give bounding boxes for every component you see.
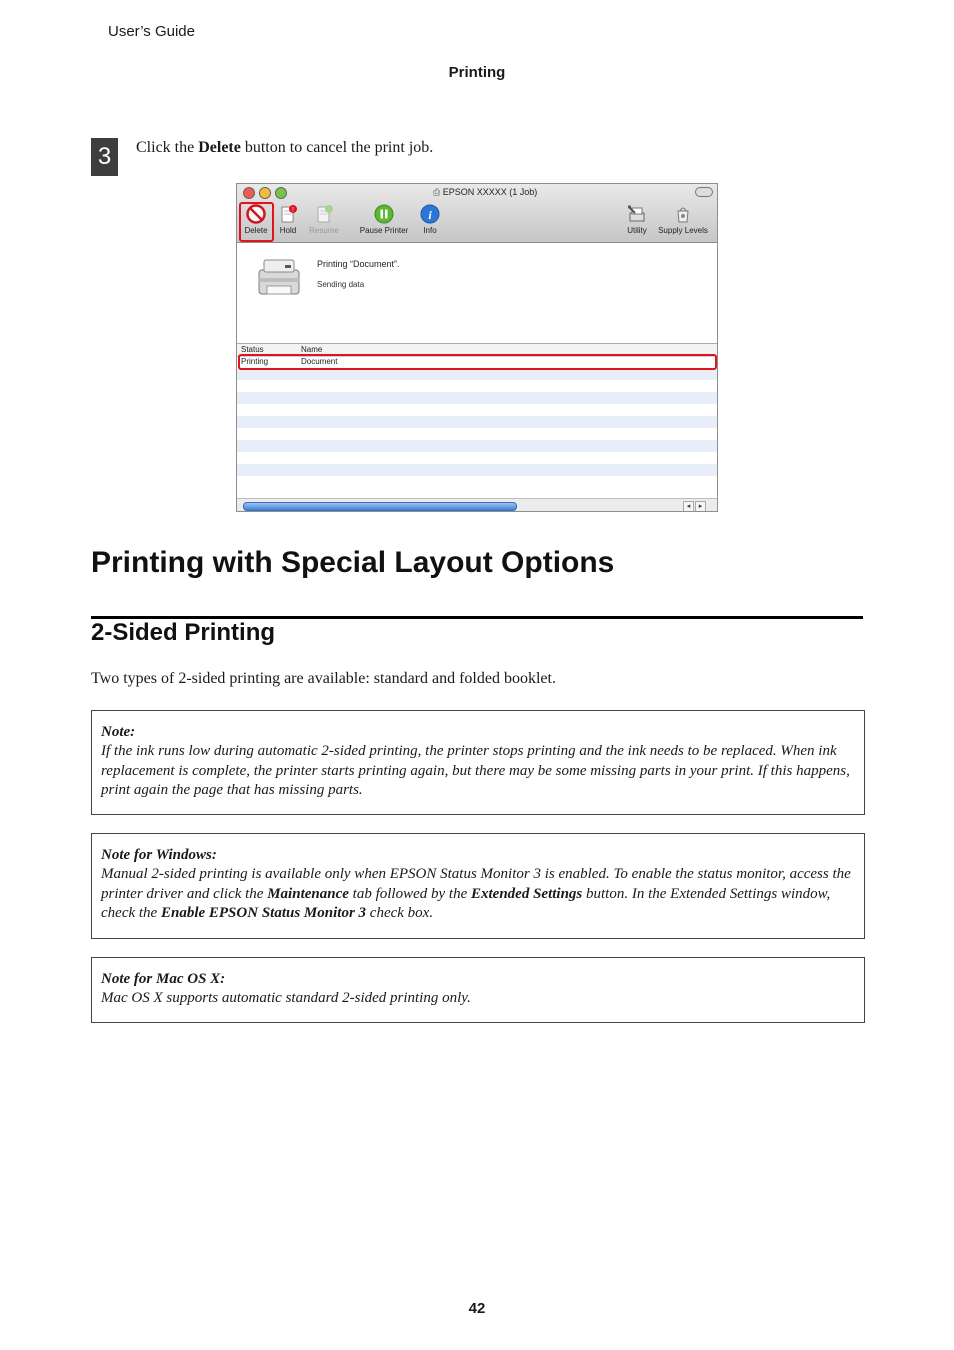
resume-button-label: Resume xyxy=(309,226,339,235)
print-queue-window-screenshot xyxy=(236,183,718,512)
column-header-status[interactable]: Status xyxy=(241,345,264,354)
window-titlebar xyxy=(237,184,717,243)
delete-highlight-callout xyxy=(239,202,274,242)
running-head: User’s Guide xyxy=(108,23,195,40)
note-text: If the ink runs low during automatic 2-sided printing, the printer stops printing and the ink needs to be replaced. When ink replacement is complete, the printer starts printing again, but there may be some missing parts in your print. If this happens, print again the page that has missing parts. xyxy=(101,743,850,798)
note-title: Note for Mac OS X: xyxy=(101,971,226,987)
supply-levels-button[interactable] xyxy=(655,204,711,235)
note-text-part: button. In the Extended Settings window, check the xyxy=(101,885,831,921)
step-text-part: Click the xyxy=(136,139,199,156)
intro-paragraph: Two types of 2-sided printing are available: standard and folded booklet. xyxy=(91,670,556,687)
step-instruction xyxy=(136,139,433,157)
hold-button-label: Hold xyxy=(279,226,297,235)
section-heading: 2-Sided Printing xyxy=(91,619,276,646)
job-name-cell: Document xyxy=(301,357,338,366)
empty-row xyxy=(237,440,717,452)
delete-button-label: Delete xyxy=(244,226,268,235)
note-text xyxy=(101,866,851,921)
resume-icon xyxy=(314,204,334,224)
svg-text:i: i xyxy=(428,208,432,222)
note-bold-term: Enable EPSON Status Monitor 3 xyxy=(160,904,367,921)
empty-row xyxy=(237,476,717,488)
note-title: Note for Windows: xyxy=(101,847,217,863)
note-text-part: check box. xyxy=(366,904,434,921)
note-box xyxy=(91,710,865,815)
column-header-name[interactable]: Name xyxy=(301,345,323,354)
empty-row xyxy=(237,452,717,464)
note-text-part: Manual 2-sided printing is available only when EPSON Status Monitor 3 is enabled. To enable the status monitor, access the printer driver and click the xyxy=(101,866,851,902)
hold-button[interactable] xyxy=(275,204,301,235)
page-number: 42 xyxy=(468,1300,486,1317)
info-button[interactable] xyxy=(417,204,443,235)
job-status-title: Printing “Document”. xyxy=(317,259,400,269)
utility-button[interactable] xyxy=(623,204,651,235)
info-icon xyxy=(420,204,440,224)
job-status-cell: Printing xyxy=(241,357,269,366)
note-text: Mac OS X supports automatic standard 2-sided printing only. xyxy=(101,990,471,1007)
window-title: ⎙ EPSON XXXXX (1 Job) xyxy=(433,187,537,198)
current-job-panel xyxy=(237,243,717,343)
job-list xyxy=(237,356,717,494)
step-text-part: button to cancel the print job. xyxy=(240,139,434,156)
note-text-part: tab followed by the xyxy=(348,885,471,902)
svg-text:!: ! xyxy=(292,207,294,214)
toolbar-toggle-button[interactable] xyxy=(695,187,713,197)
pause-icon xyxy=(374,204,394,224)
empty-row xyxy=(237,392,717,404)
pause-printer-button-label: Pause Printer xyxy=(359,226,409,235)
note-mac-box xyxy=(91,957,865,1023)
empty-row xyxy=(237,404,717,416)
step-number: 3 xyxy=(91,138,118,176)
note-title: Note: xyxy=(101,724,136,740)
zoom-window-button[interactable] xyxy=(275,187,287,199)
empty-row xyxy=(237,380,717,392)
hold-icon xyxy=(278,204,298,224)
utility-icon xyxy=(627,204,647,224)
horizontal-scrollbar[interactable] xyxy=(237,498,717,512)
step-bold-term: Delete xyxy=(198,139,241,156)
printer-icon xyxy=(255,256,303,300)
job-status-detail: Sending data xyxy=(317,280,365,289)
minimize-window-button[interactable] xyxy=(259,187,271,199)
note-windows-box xyxy=(91,833,865,939)
empty-row xyxy=(237,464,717,476)
section-title: Printing xyxy=(448,64,506,81)
chapter-heading: Printing with Special Layout Options xyxy=(91,546,615,579)
empty-row xyxy=(237,416,717,428)
info-button-label: Info xyxy=(423,226,437,235)
close-window-button[interactable] xyxy=(243,187,255,199)
note-bold-term: Extended Settings xyxy=(470,885,583,902)
scroll-right-arrow-icon[interactable]: ▸ xyxy=(695,501,706,512)
scroll-left-arrow-icon[interactable]: ◂ xyxy=(683,501,694,512)
empty-row xyxy=(237,428,717,440)
row-highlight-callout xyxy=(238,354,717,370)
note-bold-term: Maintenance xyxy=(267,885,349,902)
pause-printer-button[interactable] xyxy=(355,204,413,235)
supply-levels-button-label: Supply Levels xyxy=(658,226,708,235)
utility-button-label: Utility xyxy=(627,226,647,235)
scrollbar-thumb[interactable] xyxy=(243,502,517,511)
supply-levels-icon xyxy=(673,204,693,224)
resume-button[interactable] xyxy=(307,204,341,235)
